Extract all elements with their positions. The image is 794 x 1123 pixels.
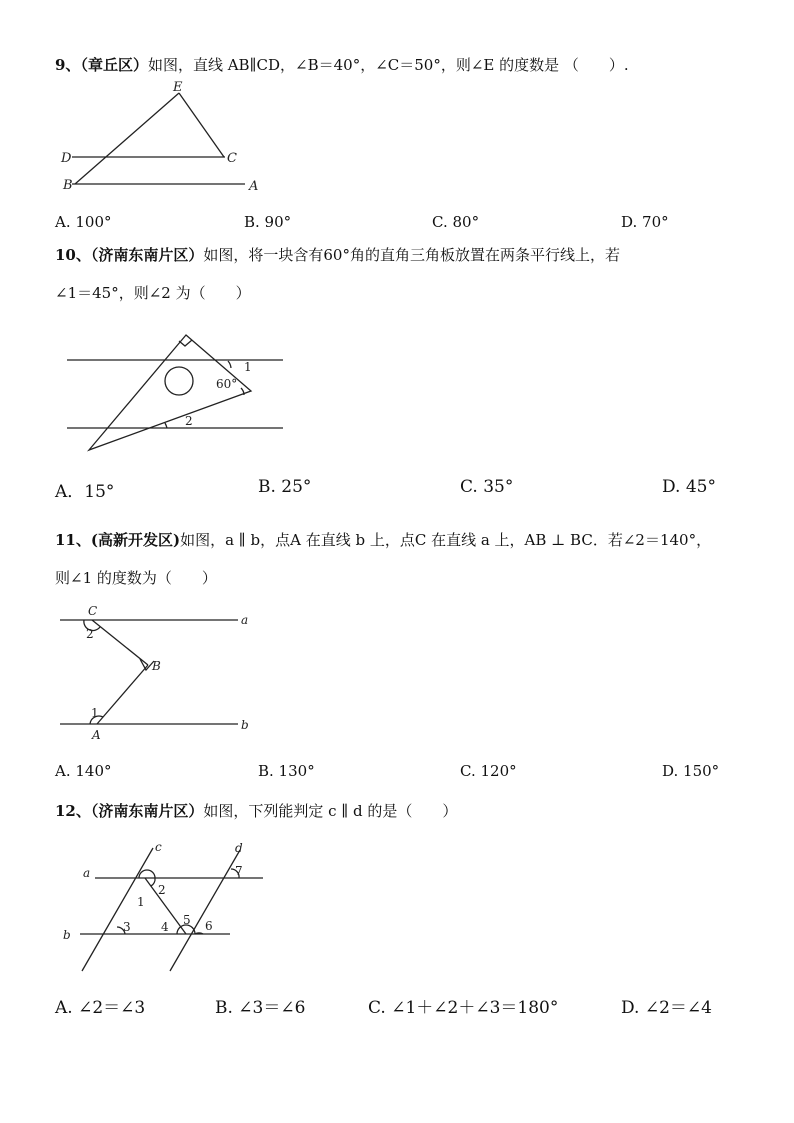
q9-option-b[interactable]: B. 90° xyxy=(244,213,292,231)
q12-option-b[interactable]: B. ∠3＝∠6 xyxy=(215,998,306,1018)
label-b: b xyxy=(63,928,71,942)
angle-1-label: 1 xyxy=(244,360,252,374)
question-text: 如图，将一块含有60°角的直角三角板放置在两条平行线上，若 xyxy=(203,246,620,264)
q12-option-a[interactable]: A. ∠2＝∠3 xyxy=(55,998,146,1018)
question-11-stem-line1 xyxy=(55,529,711,550)
question-text: 如图，a ∥ b，点A 在直线 b 上，点C 在直线 a 上，AB ⊥ BC．若∠2＝140°， xyxy=(180,531,712,549)
question-9-stem xyxy=(55,54,629,75)
q10-option-d[interactable]: D. 45° xyxy=(662,477,716,497)
q11-figure xyxy=(55,603,265,743)
q9-option-c[interactable]: C. 80° xyxy=(432,213,480,231)
q10-option-a[interactable]: A．15° xyxy=(55,482,115,502)
label-d: d xyxy=(235,841,243,855)
q12-option-d[interactable]: D. ∠2＝∠4 xyxy=(621,998,712,1018)
q12-figure xyxy=(55,838,285,978)
label-D: D xyxy=(61,151,72,166)
label-B: B xyxy=(152,659,161,673)
q9-option-a[interactable]: A. 100° xyxy=(55,213,112,231)
question-district: （济南东南片区） xyxy=(90,246,204,264)
label-B: B xyxy=(63,178,73,193)
angle-1-label: 1 xyxy=(137,895,145,909)
angle-2-label: 2 xyxy=(86,627,94,641)
label-A: A xyxy=(249,179,259,194)
question-district: （章丘区） xyxy=(80,56,148,74)
question-number: 11、 xyxy=(55,531,91,549)
question-12-stem xyxy=(55,800,457,821)
question-number: 12、 xyxy=(55,802,91,820)
angle-2-label: 2 xyxy=(158,883,166,897)
question-10-stem-line2: ∠1＝45°，则∠2 为（ ） xyxy=(55,284,251,302)
angle-60-label: 60° xyxy=(216,377,238,391)
q10-option-c[interactable]: C. 35° xyxy=(460,477,514,497)
question-number: 9、 xyxy=(55,56,81,74)
question-text: 如图，下列能判定 c ∥ d 的是（ ） xyxy=(203,802,458,820)
label-C: C xyxy=(88,604,98,618)
question-text: 如图，直线 AB∥CD，∠B＝40°，∠C＝50°，则∠E 的度数是 （ ）. xyxy=(147,56,629,74)
question-district: (高新开发区) xyxy=(90,531,181,549)
question-number: 10、 xyxy=(55,246,91,264)
q11-option-b[interactable]: B. 130° xyxy=(258,762,315,780)
question-11-stem-line2: 则∠1 的度数为（ ） xyxy=(55,569,217,587)
q10-option-b[interactable]: B. 25° xyxy=(258,477,312,497)
angle-7-label: 7 xyxy=(235,864,243,878)
angle-1-label: 1 xyxy=(91,706,99,720)
angle-6-label: 6 xyxy=(205,919,213,933)
q9-figure xyxy=(55,80,275,200)
label-a: a xyxy=(83,866,91,880)
label-c: c xyxy=(155,840,162,854)
q10-figure xyxy=(55,325,295,460)
question-district: （济南东南片区） xyxy=(90,802,204,820)
angle-2-label: 2 xyxy=(185,414,193,428)
q11-option-c[interactable]: C. 120° xyxy=(460,762,517,780)
angle-4-label: 4 xyxy=(161,920,169,934)
q12-option-c[interactable]: C. ∠1＋∠2＋∠3＝180° xyxy=(368,998,559,1018)
label-C: C xyxy=(227,151,237,166)
angle-3-label: 3 xyxy=(123,920,131,934)
label-A: A xyxy=(92,728,101,742)
angle-5-label: 5 xyxy=(183,913,191,927)
label-b: b xyxy=(241,718,249,732)
q11-option-a[interactable]: A. 140° xyxy=(55,762,112,780)
label-E: E xyxy=(173,80,183,95)
q11-option-d[interactable]: D. 150° xyxy=(662,762,720,780)
label-a: a xyxy=(241,613,249,627)
q9-option-d[interactable]: D. 70° xyxy=(621,213,669,231)
question-10-stem-line1 xyxy=(55,244,620,265)
